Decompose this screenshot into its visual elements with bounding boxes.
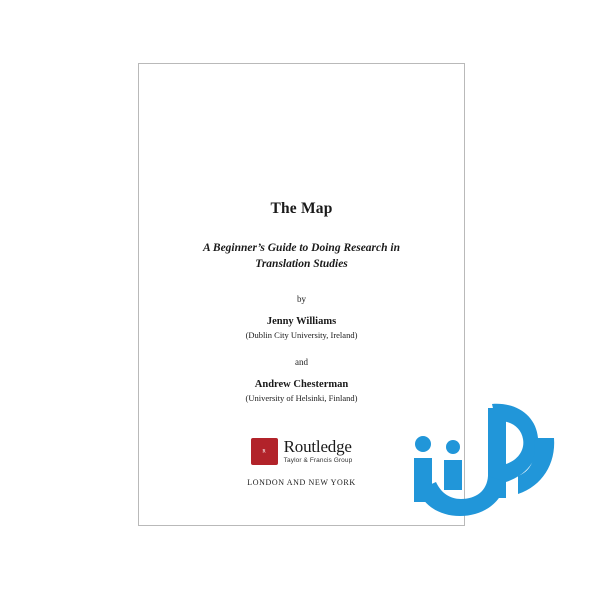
publisher-tagline: Taylor & Francis Group	[283, 457, 353, 465]
publisher-cities: LONDON AND NEW YORK	[247, 478, 356, 487]
by-label: by	[297, 294, 306, 305]
book-cover-content	[139, 64, 464, 525]
author-affiliation-2: (University of Helsinki, Finland)	[245, 393, 358, 404]
book-subtitle: A Beginner’s Guide to Doing Research in Translation Studies	[202, 242, 401, 270]
author-affiliation-1: (Dublin City University, Ireland)	[245, 330, 358, 341]
publisher-block	[139, 438, 464, 487]
page-title: The Map	[270, 200, 333, 217]
book-cover	[138, 63, 465, 526]
routledge-mark-icon	[251, 438, 278, 465]
routledge-mark-letter: R	[262, 448, 266, 454]
publisher-wordmark	[284, 438, 353, 465]
author-name-1: Jenny Williams	[266, 316, 337, 328]
title-block	[139, 200, 464, 403]
and-label: and	[295, 357, 308, 368]
publisher-name: Routledge	[283, 437, 352, 457]
publisher-logo	[139, 438, 464, 465]
author-name-2: Andrew Chesterman	[254, 379, 349, 391]
